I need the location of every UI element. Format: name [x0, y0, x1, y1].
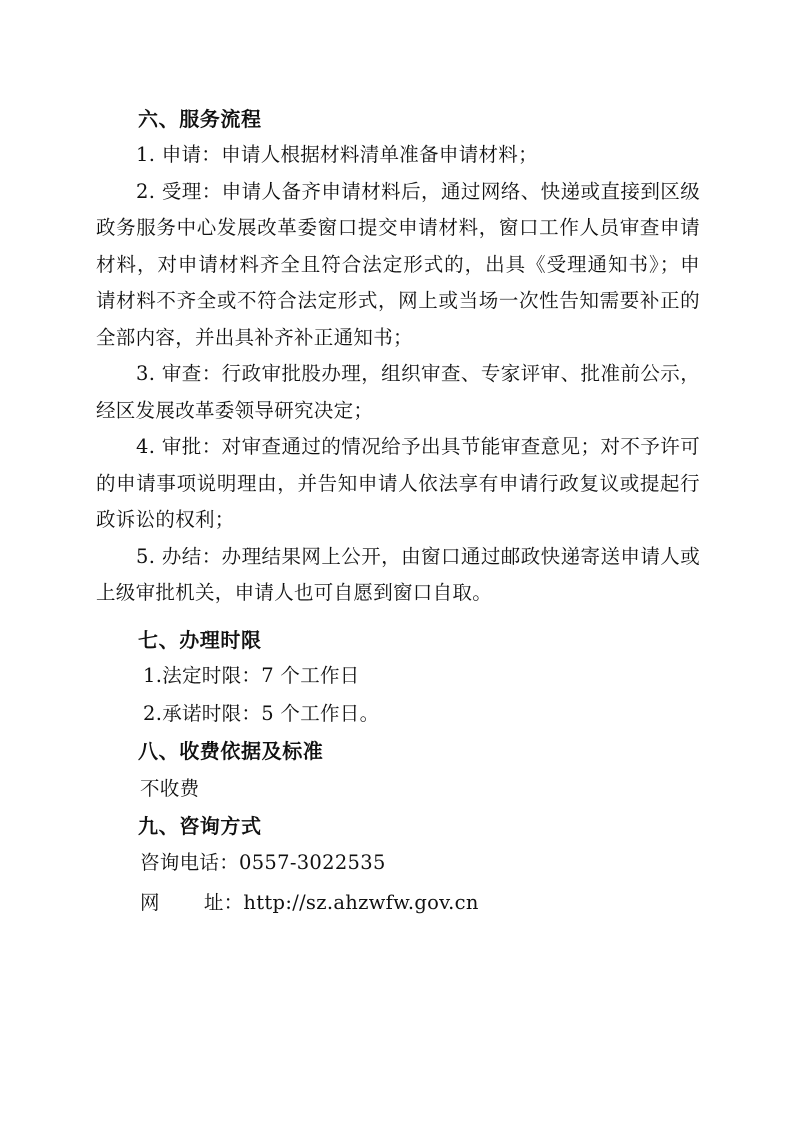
step-4-approve: 4. 审批：对审查通过的情况给予出具节能审查意见；对不予许可的申请事项说明理由，并告知申请人依法享有申请行政复议或提起行政诉讼的权利； — [96, 435, 700, 531]
section-6-body — [96, 137, 700, 612]
step-5-conclude: 5. 办结：办理结果网上公开，由窗口通过邮政快递寄送申请人或上级审批机关，申请人也可自愿到窗口自取。 — [96, 544, 700, 604]
section-8-heading: 八、收费依据及标准 — [138, 739, 324, 763]
section-7-heading: 七、办理时限 — [138, 628, 262, 652]
consult-phone: 咨询电话：0557-3022535 — [140, 851, 386, 874]
website-url[interactable]: 址：http://sz.ahzwfw.gov.cn — [203, 891, 479, 914]
promised-time-limit: 2.承诺时限：5 个工作日。 — [143, 702, 380, 725]
fee-text: 不收费 — [140, 777, 200, 800]
step-2-accept: 2. 受理：申请人备齐申请材料后，通过网络、快递或直接到区级政务服务中心发展改革委窗口提交申请材料，窗口工作人员审查申请材料，对申请材料齐全且符合法定形式的，出具《受理通知书》；申请材料不齐全或不符合法定形式，网上或当场一次性告知需要补正的全部内容，并出具补齐补正通知书； — [96, 179, 700, 349]
step-1-apply: 1. 申请：申请人根据材料清单准备申请材料； — [136, 143, 538, 166]
step-3-review: 3. 审查：行政审批股办理，组织审查、专家评审、批准前公示，经区发展改革委领导研究决定； — [96, 362, 700, 422]
section-6-heading: 六、服务流程 — [138, 107, 262, 131]
website-label-char: 网 — [140, 891, 160, 914]
website-line — [140, 885, 479, 921]
section-9-heading: 九、咨询方式 — [138, 814, 262, 838]
statutory-time-limit: 1.法定时限：7 个工作日 — [143, 664, 360, 687]
